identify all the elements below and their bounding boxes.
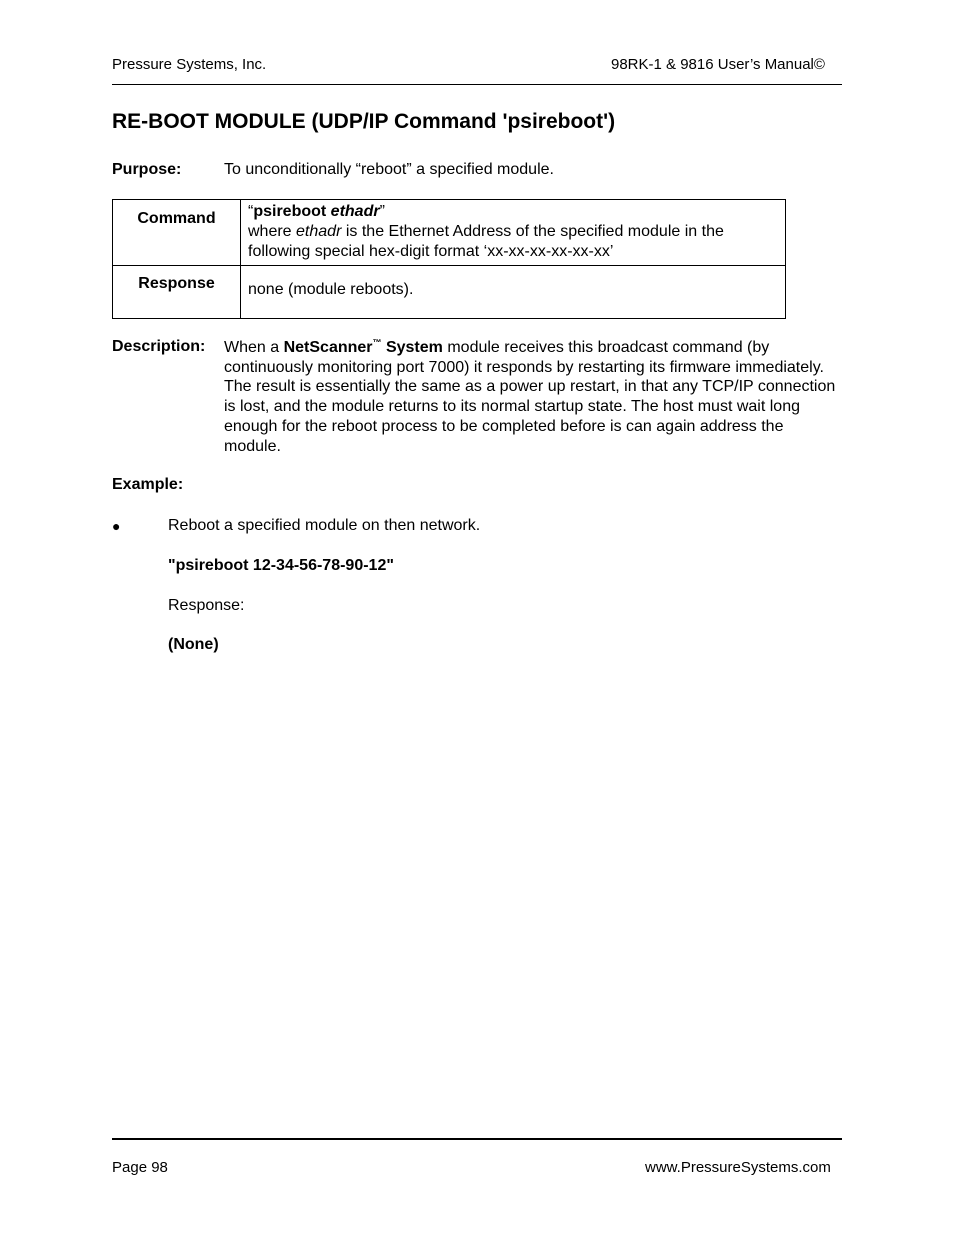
command-name: psireboot [253, 203, 331, 220]
command-argument: ethadr [330, 203, 380, 220]
bullet-icon: ● [112, 518, 121, 534]
purpose-label: Purpose: [112, 161, 182, 178]
footer-page-number: Page 98 [112, 1159, 168, 1176]
description-text: When a NetScanner™ System module receives this broadcast command (by continuously monitoring port 7000) it responds by restarting its firmware immediately. The result is essentially the same as a power up restart, in that any TCP/IP connection is lost, and the module returns to its normal startup state. The host must wait long enough for the reboot process to be completed before is can again address the module. [224, 337, 836, 455]
command-where-text: where ethadr is the Ethernet Address of the specified module in the following special hex-digit format ‘xx-xx-xx-xx-xx-xx’ [248, 223, 724, 260]
command-table [112, 199, 786, 319]
response-label-cell [113, 266, 241, 319]
trademark-symbol: ™ [372, 337, 382, 348]
command-label-cell [113, 200, 241, 266]
section-title: RE-BOOT MODULE (UDP/IP Command 'psireboot') [112, 110, 616, 133]
command-row [113, 200, 786, 266]
example-command: "psireboot 12-34-56-78-90-12" [168, 557, 394, 574]
command-label: Command [137, 210, 216, 227]
footer-website: www.PressureSystems.com [645, 1159, 831, 1176]
command-value-cell [241, 200, 786, 266]
header-company: Pressure Systems, Inc. [112, 56, 267, 73]
example-response-value: (None) [168, 636, 219, 653]
example-label: Example: [112, 476, 184, 493]
response-label: Response [138, 275, 215, 292]
response-value-cell [241, 266, 786, 319]
response-row [113, 266, 786, 319]
purpose-text: To unconditionally “reboot” a specified module. [224, 161, 554, 178]
response-text: none (module reboots). [248, 281, 414, 298]
description-label: Description: [112, 338, 206, 355]
example-bullet-text: Reboot a specified module on then network. [168, 517, 481, 534]
header-manual-title: 98RK-1 & 9816 User’s Manual© [611, 56, 825, 73]
command-syntax: “psireboot ethadr” [248, 203, 385, 220]
footer-divider [112, 1138, 842, 1140]
product-name: NetScanner™ System [283, 337, 443, 356]
example-response-label: Response: [168, 597, 245, 614]
header-divider [112, 84, 842, 85]
